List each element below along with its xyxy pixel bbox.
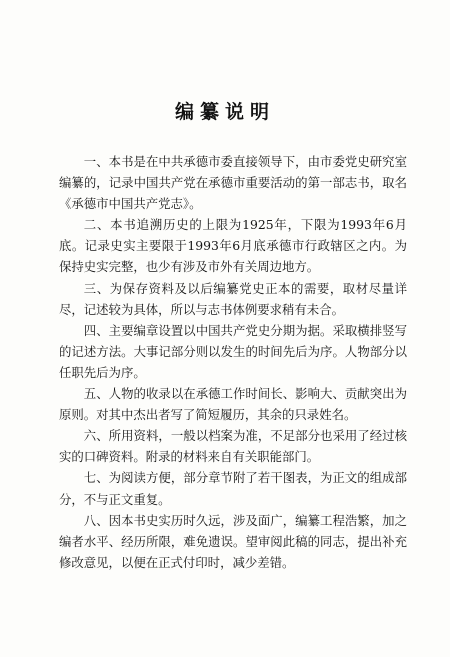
paragraph-7: 七、为阅读方便，部分章节附了若干图表，为正文的组成部分，不与正文重复。 xyxy=(59,470,407,507)
paragraph-5: 五、人物的收录以在承德工作时间长、影响大、贡献突出为原则。对其中杰出者写了简短履历，其余的只录姓名。 xyxy=(59,386,407,423)
paragraph-6: 六、所用资料，一般以档案为准，不足部分也采用了经过核实的口碑资料。附录的材料来自有关职能部门。 xyxy=(59,428,407,465)
paragraph-2: 二、本书追溯历史的上限为1925年，下限为1993年6月底。记录史实主要限于1993年6月底承德市行政辖区之内。为保持史实完整，也少有涉及市外有关周边地方。 xyxy=(59,217,407,275)
paragraph-4: 四、主要编章设置以中国共产党史分期为据。采取横排竖写的记述方法。大事记部分则以发生的时间先后为序。人物部分以任职先后为序。 xyxy=(59,322,407,380)
paragraph-3: 三、为保存资料及以后编纂党史正本的需要，取材尽量详尽，记述较为具体，所以与志书体例要求稍有未合。 xyxy=(59,280,407,317)
document-body xyxy=(59,151,407,573)
paragraph-1: 一、本书是在中共承德市委直接领导下，由市委党史研究室编纂的，记录中国共产党在承德市重要活动的第一部志书，取名《承德市中国共产党志》。 xyxy=(59,154,407,212)
page-title: 编纂说明 xyxy=(174,101,275,123)
paragraph-8: 八、因本书史实历时久远，涉及面广，编纂工程浩繁，加之编者水平、经历所限，难免遗误。望审阅此稿的同志，提出补充修改意见，以便在正式付印时，减少差错。 xyxy=(59,512,407,570)
